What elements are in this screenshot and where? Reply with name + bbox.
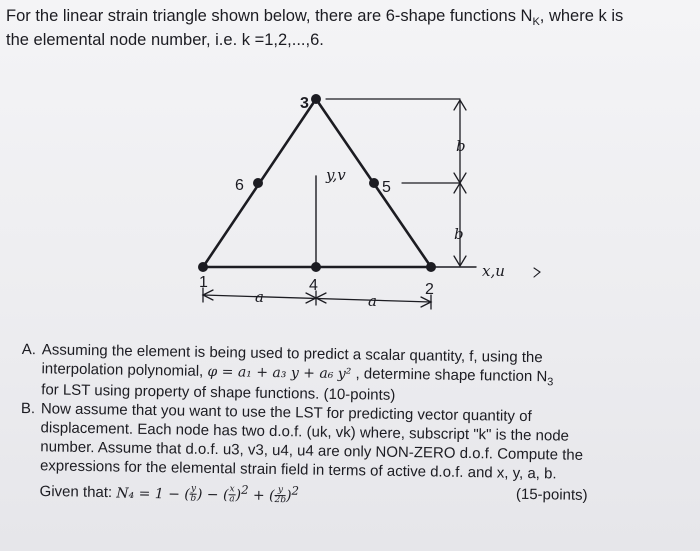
node-6-label: 6 [235, 177, 244, 194]
node-5-dot [369, 178, 379, 188]
node-4-label: 4 [309, 277, 318, 294]
question-b-label: B. [20, 399, 36, 418]
question-b-line-1: Now assume that you want to use the LST for predicting vector quantity of [40, 400, 532, 426]
node-1-dot [198, 262, 208, 272]
question-a-line-3: for LST using property of shape functions. (10-points) [41, 381, 396, 404]
dim-a-left-label: a [255, 288, 264, 306]
x-axis-label: x,u [482, 262, 505, 280]
interpolation-formula: φ = a₁ + a₃ y + a₆ y² [207, 363, 352, 383]
node-1-label: 1 [199, 274, 208, 291]
question-a-line-2: interpolation polynomial, φ = a₁ + a₃ y + a₆ y² , determine shape function $N_3$ [41, 360, 554, 389]
node-5-label: 5 [382, 179, 391, 196]
intro-line-1: For the linear strain triangle shown below, there are 6-shape functions $N_K$, where k is [6, 7, 624, 28]
given-formula-line: Given that: N₄ = 1 − ( $\frac{y}{b}$ ) − ( $\frac{x}{a}$ )$^2$ + ( $\frac{y}{2b}$ )$^2$ (15-points) [39, 482, 588, 506]
question-b-line-4: expressions for the elemental strain field in terms of active d.o.f. and x, y, a, b. [39, 457, 557, 483]
question-b-line-2: displacement. Each node has two d.o.f. (uk, vk) where, subscript "k" is the node [40, 419, 570, 445]
node-3-label: 3 [300, 95, 309, 112]
node-2-label: 2 [425, 281, 434, 298]
dim-a-right-label: a [368, 292, 377, 310]
given-formula: N₄ = 1 − ( $\frac{y}{b}$ ) − ( $\frac{x}{a}$ )$^2$ + ( $\frac{y}{2b}$ )$^2$ [116, 482, 300, 506]
node-6-dot [253, 178, 263, 188]
intro-line-2: the elemental node number, i.e. k =1,2,...,6. [6, 31, 324, 49]
dim-b-bottom-label: b [454, 225, 464, 243]
points-label: (15-points) [515, 485, 588, 504]
question-a-line-1: Assuming the element is being used to predict a scalar quantity, f, using the [41, 341, 543, 367]
question-a-label: A. [21, 340, 37, 359]
questions-block [19, 340, 681, 512]
y-axis-label: y,v [326, 166, 346, 184]
question-a [21, 340, 682, 409]
node-3-dot [311, 94, 321, 104]
question-b-line-3: number. Assume that d.o.f. u3, v3, u4, u4 are only NON-ZERO d.o.f. Compute the [40, 438, 584, 464]
node-4-dot [311, 262, 321, 272]
x-axis-arrow-icon [534, 268, 540, 277]
node-2-dot [426, 262, 436, 272]
dim-b-top-label: b [456, 137, 466, 155]
question-b [19, 399, 681, 512]
